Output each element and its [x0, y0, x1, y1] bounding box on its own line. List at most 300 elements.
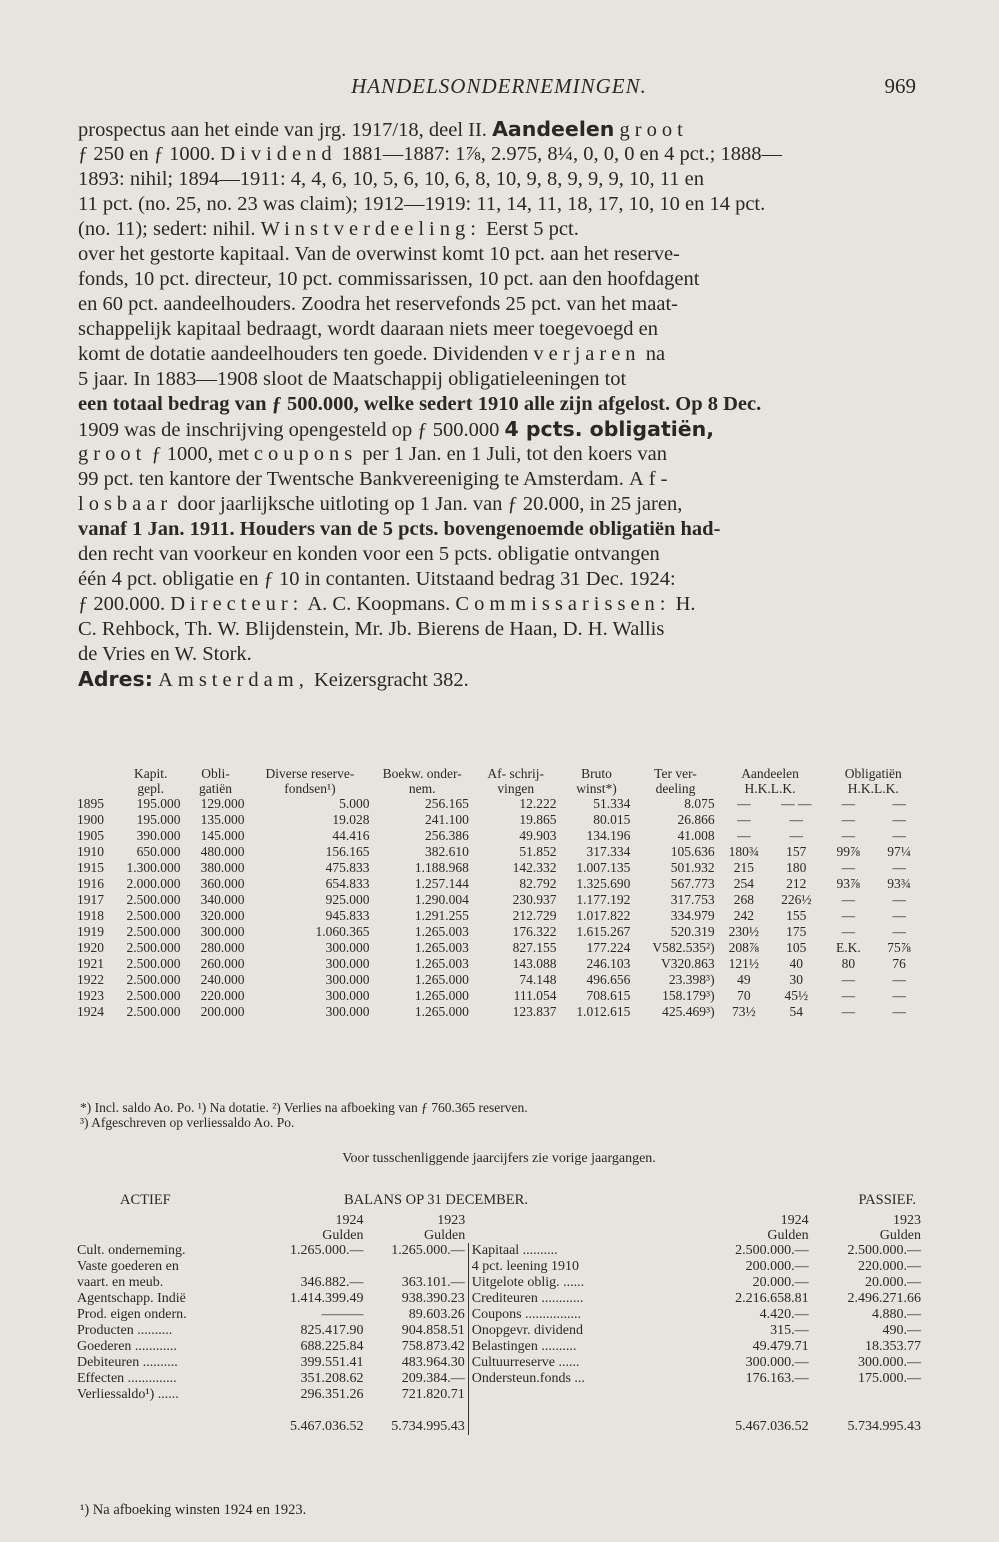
table-cell: 212	[786, 876, 807, 891]
table-cell: 2.500.000	[126, 956, 181, 971]
balance-item-label: Goederen ............	[77, 1339, 177, 1354]
text-line: groot ƒ 1000, met coupons per 1 Jan. en 1 Juli, tot den koers van	[78, 443, 667, 465]
table-cell: 49.903	[519, 828, 557, 843]
balance-row	[74, 1259, 924, 1275]
table-cell: 300.000	[325, 956, 370, 971]
balance-amount: 18.353.77	[865, 1339, 921, 1354]
table-cell: 70	[737, 988, 751, 1003]
table-row	[74, 956, 924, 972]
balance-amount: 220.000.—	[858, 1259, 921, 1274]
text-line: en 60 pct. aandeelhouders. Zoodra het reservefonds 25 pct. van het maat-	[78, 293, 678, 315]
column-header: Diverse reserve- fondsen¹)	[265, 766, 355, 796]
table-cell: 2.500.000	[126, 972, 181, 987]
table-cell: —	[789, 812, 804, 827]
page-number: 969	[884, 74, 916, 98]
balance-amount	[678, 1387, 812, 1403]
table-cell: 1.265.003	[414, 924, 469, 939]
section-heading-aandeelen: Aandeelen	[492, 117, 615, 141]
table-cell: 51.334	[593, 796, 631, 811]
balance-item-label: Ondersteun.fonds ...	[468, 1371, 678, 1387]
table-cell: 567.773	[670, 876, 715, 891]
table-cell: 230.937	[512, 892, 557, 907]
balance-amount: 20.000.—	[865, 1275, 921, 1290]
table-cell: 390.000	[136, 828, 181, 843]
balance-row	[74, 1339, 924, 1355]
total-amount: 5.734.995.43	[391, 1418, 465, 1434]
balance-amount: 1.265.000.—	[391, 1243, 465, 1258]
table-cell: —	[841, 988, 856, 1003]
table-cell: 134.196	[586, 828, 631, 843]
table-cell: 145.000	[200, 828, 245, 843]
table-cell: —	[841, 924, 856, 939]
balance-amount: 315.—	[770, 1323, 809, 1338]
column-header: Boekw. onder- nem.	[382, 766, 462, 796]
table-cell: V582.535²)	[652, 940, 715, 955]
table-cell: 480.000	[200, 844, 245, 859]
table-cell: 317.334	[586, 844, 631, 859]
table-cell: —	[841, 860, 856, 875]
year-cell: 1910	[77, 844, 104, 859]
table-cell: 143.088	[512, 956, 557, 971]
balance-amount: 483.964.30	[401, 1355, 465, 1370]
table-cell: —	[892, 812, 906, 827]
table-cell: 256.165	[425, 796, 469, 811]
table-cell: 708.615	[586, 988, 631, 1003]
table-cell: 19.865	[519, 812, 557, 827]
balance-amount: 721.820.71	[401, 1387, 465, 1402]
balance-row	[74, 1243, 924, 1259]
column-header: Ter ver- deeling	[654, 766, 697, 796]
balance-amount: 490.—	[882, 1323, 921, 1338]
text-line: (no. 11); sedert: nihil. Winstverdeeling: Eerst 5 pct.	[78, 218, 579, 240]
table-cell: 2.500.000	[126, 940, 181, 955]
table-cell: —	[737, 828, 751, 843]
table-cell: 76	[892, 956, 906, 971]
table-cell: 93¾	[887, 876, 911, 891]
table-row	[74, 940, 924, 956]
table-cell: 23.398³)	[668, 972, 715, 987]
column-header: Aandeelen H.K.L.K.	[741, 766, 799, 796]
table-row	[74, 1004, 924, 1020]
table-cell: —	[841, 796, 856, 811]
balance-amount: 2.500.000.—	[735, 1243, 809, 1258]
table-cell: 254	[733, 876, 754, 891]
balance-amount	[367, 1259, 469, 1275]
table-cell: 280.000	[200, 940, 245, 955]
balance-total-row	[74, 1419, 924, 1435]
table-cell: 650.000	[136, 844, 181, 859]
actief-label: ACTIEF	[120, 1192, 171, 1208]
text-line: de Vries en W. Stork.	[78, 643, 252, 665]
text-line: ƒ 200.000. Directeur: A. C. Koopmans. Commissarissen: H.	[78, 593, 696, 615]
table-cell: 195.000	[136, 796, 181, 811]
footnote-line: ³) Afgeschreven op verliessaldo Ao. Po.	[80, 1115, 295, 1130]
table-cell: 382.610	[425, 844, 469, 859]
column-header: Obli- gatiën	[198, 766, 232, 796]
table-row	[74, 972, 924, 988]
text-line: C. Rehbock, Th. W. Blijdenstein, Mr. Jb. Bierens de Haan, D. H. Wallis	[78, 618, 665, 640]
table-cell: —	[841, 972, 856, 987]
table-cell: 111.054	[513, 988, 557, 1003]
table-header-row	[74, 766, 924, 796]
table-cell: 180	[786, 860, 807, 875]
balance-amount: 938.390.23	[401, 1291, 465, 1306]
balance-item-label: Kapitaal ..........	[468, 1243, 678, 1259]
table-cell: 1.007.135	[576, 860, 631, 875]
table-cell: 300.000	[325, 940, 370, 955]
balance-amount: 2.216.658.81	[735, 1291, 809, 1306]
table-cell: 260.000	[200, 956, 245, 971]
table-row	[74, 924, 924, 940]
year-cell: 1900	[77, 812, 104, 827]
balance-item-label: Vaste goederen en	[77, 1259, 179, 1274]
table-cell: 19.028	[332, 812, 370, 827]
table-cell: 2.500.000	[126, 988, 181, 1003]
table-cell: —	[841, 1004, 856, 1019]
table-cell: 195.000	[136, 812, 181, 827]
table-cell: 40	[789, 956, 804, 971]
column-header: Kapit. gepl.	[134, 766, 168, 796]
year-cell: 1921	[77, 956, 104, 971]
balance-amount: 825.417.90	[300, 1323, 364, 1338]
total-amount: 5.467.036.52	[735, 1418, 809, 1434]
balance-item-label: Cultuurreserve ......	[468, 1355, 678, 1371]
balance-item-label: Debiteuren ..........	[77, 1355, 178, 1370]
financial-history-table	[74, 766, 924, 1020]
table-cell: 226½	[781, 892, 812, 907]
table-cell: 2.500.000	[126, 908, 181, 923]
table-cell: —	[841, 828, 856, 843]
text-line: prospectus aan het einde van jrg. 1917/18, deel II. Aandeelen groot	[78, 117, 688, 141]
balance-amount: 49.479.71	[752, 1339, 809, 1354]
table-cell: 1.291.255	[414, 908, 469, 923]
table-cell: 82.792	[519, 876, 557, 891]
table-cell: 155	[786, 908, 807, 923]
balance-row	[74, 1387, 924, 1403]
table-cell: —	[789, 828, 804, 843]
table-cell: 2.500.000	[126, 892, 181, 907]
balance-row	[74, 1355, 924, 1371]
table-cell: 99⅞	[836, 844, 861, 859]
balance-amount: 4.420.—	[759, 1307, 809, 1322]
balance-amount: 688.225.84	[300, 1339, 364, 1354]
balance-item-label: Prod. eigen ondern.	[77, 1307, 187, 1322]
table-cell: 175	[786, 924, 807, 939]
table-cell: 212.729	[512, 908, 557, 923]
address-line: Adres: Amsterdam, Keizersgracht 382.	[78, 667, 469, 691]
table-cell: 1.265.003	[414, 956, 469, 971]
text-line: 1893: nihil; 1894—1911: 4, 4, 6, 10, 5, 6, 10, 6, 8, 10, 9, 8, 9, 9, 9, 10, 11 en	[78, 168, 705, 190]
text-line: één 4 pct. obligatie en ƒ 10 in contanten. Uitstaand bedrag 31 Dec. 1924:	[78, 568, 676, 590]
table-cell: 256.386	[425, 828, 469, 843]
text-line: schappelijk kapitaal bedraagt, wordt daaraan niets meer toegevoegd en	[78, 318, 659, 340]
balance-row	[74, 1371, 924, 1387]
balance-amount: 300.000.—	[745, 1355, 809, 1370]
balance-item-label: vaart. en meub.	[77, 1275, 164, 1290]
balance-row	[74, 1291, 924, 1307]
table-footnotes	[80, 1100, 920, 1130]
table-row	[74, 908, 924, 924]
table-cell: 1.265.003	[414, 940, 469, 955]
table-cell: V320.863	[660, 956, 715, 971]
table-cell: 241.100	[425, 812, 469, 827]
page-header	[78, 74, 920, 104]
table-row	[74, 988, 924, 1004]
table-cell: 242	[733, 908, 754, 923]
balance-unit-row: Gulden Gulden Gulden Gulden	[322, 1228, 921, 1243]
balance-title: BALANS OP 31 DECEMBER.	[344, 1192, 528, 1208]
table-cell: 176.322	[512, 924, 557, 939]
table-cell: 520.319	[670, 924, 715, 939]
table-row	[74, 844, 924, 860]
year-cell: 1919	[77, 924, 104, 939]
table-cell: 1.265.000	[414, 972, 469, 987]
balance-item-label: Agentschapp. Indië	[77, 1291, 186, 1306]
text-line: 99 pct. ten kantore der Twentsche Bankvereeniging te Amsterdam. Af-	[78, 468, 673, 490]
table-row	[74, 876, 924, 892]
balance-amount: 200.000.—	[745, 1259, 809, 1274]
balance-sheet	[74, 1213, 924, 1435]
table-cell: 1.265.000	[414, 988, 469, 1003]
balance-amount: 363.101.—	[401, 1275, 465, 1290]
table-cell: 157	[786, 844, 807, 859]
balance-item-label: Uitgelote oblig. ......	[468, 1275, 678, 1291]
text-line: den recht van voorkeur en konden voor een 5 pcts. obligatie ontvangen	[78, 543, 660, 565]
table-cell: 26.866	[677, 812, 715, 827]
balance-amount: 89.603.26	[408, 1307, 465, 1322]
table-row	[74, 860, 924, 876]
table-cell: 380.000	[200, 860, 245, 875]
column-header: Bruto winst*)	[576, 766, 617, 796]
balance-amount: 2.500.000.—	[847, 1243, 921, 1258]
table-cell: —	[841, 812, 856, 827]
text-line: vanaf 1 Jan. 1911. Houders van de 5 pcts. bovengenoemde obligatiën had-	[78, 518, 721, 540]
table-cell: —	[737, 812, 751, 827]
table-cell: —	[892, 796, 906, 811]
text-line: over het gestorte kapitaal. Van de overwinst komt 10 pct. aan het reserve-	[78, 243, 680, 265]
table-cell: 158.179³)	[662, 988, 715, 1003]
balance-item-label: Producten ..........	[77, 1323, 173, 1338]
table-cell: 1.012.615	[576, 1004, 631, 1019]
section-heading-directeur: Directeur:	[170, 593, 304, 615]
balance-amount	[273, 1259, 366, 1275]
table-cell: 180¾	[728, 844, 759, 859]
balance-amount: 351.208.62	[300, 1371, 364, 1386]
table-cell: 230½	[728, 924, 759, 939]
column-header: Af- schrij- vingen	[487, 766, 544, 796]
table-cell: 425.469³)	[662, 1004, 715, 1019]
table-cell: —	[892, 892, 906, 907]
balance-item-label: Cult. onderneming.	[77, 1243, 186, 1258]
text-line: losbaar door jaarlijksche uitloting op 1 Jan. van ƒ 20.000, in 25 jaren,	[78, 493, 683, 515]
table-cell: 73½	[732, 1004, 756, 1019]
table-cell: 300.000	[325, 988, 370, 1003]
text-line: 11 pct. (no. 25, no. 23 was claim); 1912—1919: 11, 14, 11, 18, 17, 10, 10 en 14 pct.	[78, 193, 766, 215]
table-cell: 93⅞	[836, 876, 861, 891]
table-cell: —	[892, 924, 906, 939]
table-row	[74, 828, 924, 844]
table-cell: —	[892, 908, 906, 923]
table-cell: —	[892, 1004, 906, 1019]
year-cell: 1923	[77, 988, 104, 1003]
table-cell: 105.636	[670, 844, 715, 859]
balance-row	[74, 1307, 924, 1323]
section-heading-commissarissen: Commissarissen:	[455, 593, 671, 615]
table-cell: 80.015	[593, 812, 631, 827]
balance-item-label: 4 pct. leening 1910	[468, 1259, 678, 1275]
table-cell: —	[841, 892, 856, 907]
table-cell: 1.177.192	[576, 892, 631, 907]
table-cell: —	[841, 908, 856, 923]
table-cell: 8.075	[684, 796, 715, 811]
address-label: Adres:	[78, 667, 153, 691]
balance-item-label: Onopgevr. dividend	[468, 1323, 678, 1339]
table-cell: 2.000.000	[126, 876, 181, 891]
table-cell: 80	[841, 956, 856, 971]
footnote-line: *) Incl. saldo Ao. Po. ¹) Na dotatie. ²) Verlies na afboeking van ƒ 760.365 reserven.	[80, 1100, 528, 1115]
balance-amount: 175.000.—	[858, 1371, 921, 1386]
year-cell: 1895	[77, 796, 104, 811]
balance-amount: 2.496.271.66	[847, 1291, 921, 1306]
table-cell: 246.103	[586, 956, 631, 971]
table-cell: 1.615.267	[576, 924, 631, 939]
balance-amount: 346.882.—	[300, 1275, 364, 1290]
table-cell: 1.290.004	[414, 892, 469, 907]
balance-amount: 296.351.26	[300, 1387, 364, 1402]
table-cell: 334.979	[670, 908, 715, 923]
table-cell: 2.500.000	[126, 1004, 181, 1019]
reference-note: Voor tusschenliggende jaarcijfers zie vorige jaargangen.	[342, 1151, 656, 1166]
year-cell: 1905	[77, 828, 104, 843]
table-cell: 200.000	[200, 1004, 245, 1019]
total-amount: 5.734.995.43	[847, 1418, 921, 1434]
table-cell: 220.000	[200, 988, 245, 1003]
table-row	[74, 796, 924, 812]
section-heading-dividend: Dividend	[220, 143, 337, 165]
balance-row	[74, 1275, 924, 1291]
table-cell: 945.833	[325, 908, 370, 923]
table-cell: 41.008	[677, 828, 715, 843]
table-row	[74, 812, 924, 828]
table-cell: 1.300.000	[126, 860, 181, 875]
table-cell: 45½	[784, 988, 809, 1003]
table-cell: 300.000	[325, 1004, 370, 1019]
balance-item-label: Belastingen ..........	[468, 1339, 678, 1355]
passief-label: PASSIEF.	[858, 1192, 916, 1208]
text-line: 5 jaar. In 1883—1908 sloot de Maatschappij obligatieleeningen tot	[78, 368, 627, 390]
table-cell: 360.000	[200, 876, 245, 891]
balance-amount	[812, 1387, 924, 1403]
table-cell: 240.000	[200, 972, 245, 987]
table-cell: 827.155	[512, 940, 557, 955]
table-cell: E.K.	[835, 940, 861, 955]
table-cell: 1.265.000	[414, 1004, 469, 1019]
table-cell: 2.500.000	[126, 924, 181, 939]
balance-amount: 904.858.51	[401, 1323, 465, 1338]
balance-amount: 176.163.—	[745, 1371, 809, 1386]
table-cell: 97¼	[887, 844, 911, 859]
table-cell: —	[892, 828, 906, 843]
table-row	[74, 892, 924, 908]
total-amount: 5.467.036.52	[290, 1418, 364, 1434]
table-cell: 49	[737, 972, 751, 987]
table-cell: 121½	[728, 956, 759, 971]
balance-spacer	[74, 1403, 924, 1419]
text-line: een totaal bedrag van ƒ 500.000, welke sedert 1910 alle zijn afgelost. Op 8 Dec.	[78, 393, 762, 415]
balance-item-label: Coupons ................	[468, 1307, 678, 1323]
company-description	[78, 117, 920, 692]
balance-amount: 1.265.000.—	[290, 1243, 364, 1258]
balance-amount: 758.873.42	[401, 1339, 465, 1354]
table-cell: 1.257.144	[414, 876, 469, 891]
year-cell: 1917	[77, 892, 104, 907]
table-cell: 44.416	[332, 828, 370, 843]
table-cell: 501.932	[670, 860, 715, 875]
table-cell: 496.656	[586, 972, 631, 987]
table-cell: 105	[786, 940, 807, 955]
table-cell: 12.222	[519, 796, 557, 811]
year-cell: 1924	[77, 1004, 104, 1019]
table-cell: 475.833	[325, 860, 370, 875]
table-cell: 177.224	[586, 940, 631, 955]
table-cell: 74.148	[519, 972, 557, 987]
year-cell: 1920	[77, 940, 104, 955]
section-heading-winstverdeeling: Winstverdeeling:	[260, 218, 481, 240]
table-cell: 30	[789, 972, 804, 987]
table-cell: — —	[781, 796, 812, 811]
table-cell: 142.332	[512, 860, 557, 875]
table-cell: 925.000	[325, 892, 370, 907]
text-line: 1909 was de inschrijving opengesteld op ƒ 500.000 4 pcts. obligatiën,	[78, 417, 715, 441]
balance-amount: 399.551.41	[300, 1355, 364, 1370]
table-cell: 340.000	[200, 892, 245, 907]
balance-header	[74, 1192, 924, 1210]
table-cell: 5.000	[339, 796, 370, 811]
text-line: komt de dotatie aandeelhouders ten goede. Dividenden verjaren na	[78, 343, 666, 365]
table-cell: 320.000	[200, 908, 245, 923]
balance-item-label: Crediteuren ............	[468, 1291, 678, 1307]
table-cell: 135.000	[200, 812, 245, 827]
table-cell: 300.000	[325, 972, 370, 987]
table-cell: 268	[733, 892, 754, 907]
table-cell: 123.837	[512, 1004, 557, 1019]
column-header: Obligatiën H.K.L.K.	[844, 766, 902, 796]
table-cell: —	[737, 796, 751, 811]
table-cell: 317.753	[670, 892, 715, 907]
balance-amount: ———	[321, 1307, 364, 1322]
text-line: ƒ 250 en ƒ 1000. Dividend 1881—1887: 1⅞, 2.975, 8¼, 0, 0, 0 en 4 pct.; 1888—	[78, 143, 782, 165]
table-cell: 75⅞	[887, 940, 911, 955]
table-cell: —	[892, 860, 906, 875]
balance-amount: 4.880.—	[872, 1307, 921, 1322]
table-cell: 300.000	[200, 924, 245, 939]
year-cell: 1915	[77, 860, 104, 875]
table-cell: 156.165	[325, 844, 370, 859]
running-title: HANDELSONDERNEMINGEN.	[351, 74, 647, 98]
balance-year-row: 1924 1923 1924 1923	[335, 1213, 921, 1228]
table-cell: 129.000	[200, 796, 245, 811]
table-cell: 54	[789, 1004, 804, 1019]
year-cell: 1916	[77, 876, 104, 891]
table-cell: —	[892, 988, 906, 1003]
year-cell: 1918	[77, 908, 104, 923]
balance-amount: 300.000.—	[858, 1355, 921, 1370]
year-cell: 1922	[77, 972, 104, 987]
table-cell: 1.188.968	[414, 860, 469, 875]
text-line: fonds, 10 pct. directeur, 10 pct. commissarissen, 10 pct. aan den hoofdagent	[78, 268, 700, 290]
table-cell: —	[892, 972, 906, 987]
table-cell: 1.060.365	[315, 924, 370, 939]
